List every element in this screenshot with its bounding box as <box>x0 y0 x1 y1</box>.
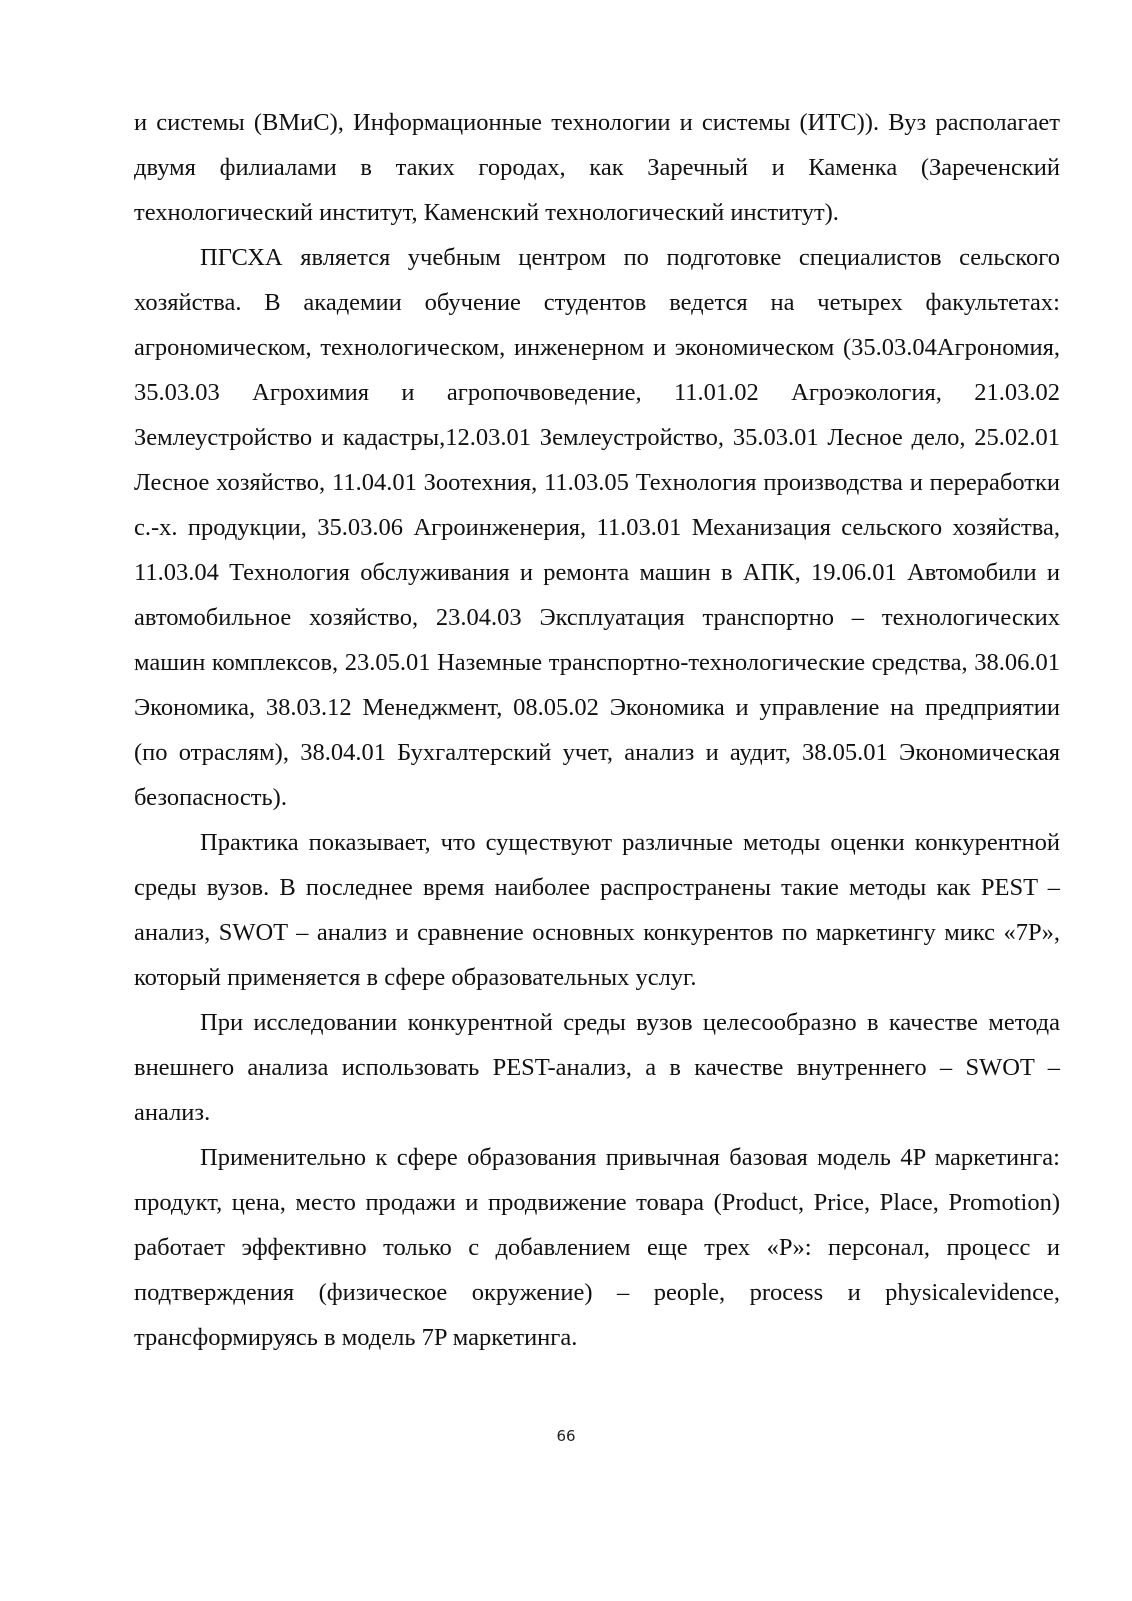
paragraph-research: При исследовании конкурентной среды вузов целесообразно в качестве метода внешнего анализа использовать PEST-анализ, а в качестве внутреннего – SWOT – анализ. <box>134 1009 1060 1126</box>
paragraph-continuation: и системы (ВМиС), Информационные технологии и системы (ИТС)). Вуз располагает двумя филиалами в таких городах, как Заречный и Каменка (Зареченский технологический институт, Каменский технологический институт). <box>134 109 1060 226</box>
body-text <box>134 100 1060 1360</box>
paragraph-practice: Практика показывает, что существуют различные методы оценки конкурентной среды вузов. В последнее время наиболее распространены такие методы как PEST – анализ, SWOT – анализ и сравнение основных конкурентов по маркетингу микс «7P», который применяется в сфере образовательных услуг. <box>134 829 1060 991</box>
page-number: 66 <box>556 1427 576 1445</box>
paragraph-marketing-model: Применительно к сфере образования привычная базовая модель 4P маркетинга: продукт, цена, место продажи и продвижение товара (Product, Price, Place, Promotion) работает эффективно только с добавлением еще трех «P»: персонал, процесс и подтверждения (физическое окружение) – people, process и physicalevidence, трансформируясь в модель 7P маркетинга. <box>134 1144 1060 1351</box>
paragraph-pgsha: ПГСХА является учебным центром по подготовке специалистов сельского хозяйства. В академии обучение студентов ведется на четырех факультетах: агрономическом, технологическом, инженерном и экономическом (35.03.04Агрономия, 35.03.03 Агрохимия и агропочвоведение, 11.01.02 Агроэкология, 21.03.02 Землеустройство и кадастры,12.03.01 Землеустройство, 35.03.01 Лесное дело, 25.02.01 Лесное хозяйство, 11.04.01 Зоотехния, 11.03.05 Технология производства и переработки с.-х. продукции, 35.03.06 Агроинженерия, 11.03.01 Механизация сельского хозяйства, 11.03.04 Технология обслуживания и ремонта машин в АПК, 19.06.01 Автомобили и автомобильное хозяйство, 23.04.03 Эксплуатация транспортно – технологических машин комплексов, 23.05.01 Наземные транспортно-технологические средства, 38.06.01 Экономика, 38.03.12 Менеджмент, 08.05.02 Экономика и управление на предприятии (по отраслям), 38.04.01 Бухгалтерский учет, анализ и аудит, 38.05.01 Экономическая безопасность). <box>134 244 1060 811</box>
